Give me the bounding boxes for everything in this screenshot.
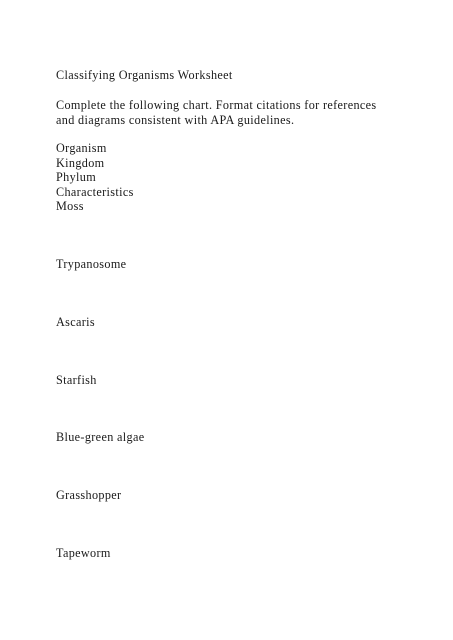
instructions-line-1: Complete the following chart. Format citations for references: [56, 98, 377, 112]
organism-grasshopper: Grasshopper: [56, 488, 122, 502]
worksheet-title: Classifying Organisms Worksheet: [56, 68, 233, 82]
organism-tapeworm: Tapeworm: [56, 546, 111, 560]
instructions-line-2: and diagrams consistent with APA guidelines.: [56, 113, 295, 127]
organism-blue-green-algae: Blue-green algae: [56, 430, 145, 444]
column-header-characteristics: Characteristics: [56, 185, 134, 199]
organism-starfish: Starfish: [56, 373, 97, 387]
organism-trypanosome: Trypanosome: [56, 257, 127, 271]
organism-ascaris: Ascaris: [56, 315, 96, 329]
column-header-kingdom: Kingdom: [56, 156, 105, 170]
column-header-organism: Organism: [56, 141, 107, 155]
column-header-phylum: Phylum: [56, 170, 97, 184]
organism-moss: Moss: [56, 199, 84, 213]
